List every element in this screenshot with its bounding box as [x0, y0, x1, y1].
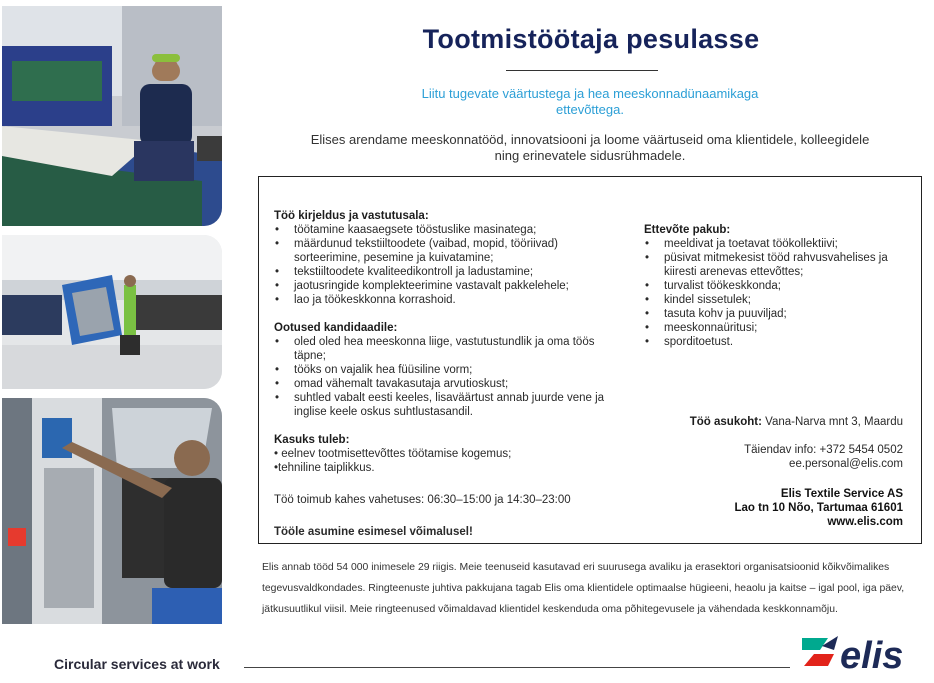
list-item: • sporditoetust.: [644, 335, 919, 349]
start-date-note: Tööle asumine esimesel võimalusel!: [274, 526, 473, 538]
intro-text: Elises arendame meeskonnatööd, innovatsiooni ja loome väärtuseid oma klientidele, kolleegidele ning erinevatele sidusrühmadele.: [310, 132, 870, 163]
list-item: • määrdunud tekstiiltoodete (vaibad, mopid, tööriivad) sorteerimine, pesemine ja kuivatamine;: [274, 237, 619, 265]
advantage-line: •tehniline taiplikkus.: [274, 462, 375, 474]
company-name: Elis Textile Service AS: [780, 488, 903, 500]
photo-operator-at-control-panel: [2, 398, 222, 624]
list-item: • omad vähemalt tavakasutaja arvutioskust;: [274, 377, 619, 391]
location-value: Vana-Narva mnt 3, Maardu: [761, 416, 903, 428]
advantages-heading: Kasuks tuleb:: [274, 434, 350, 446]
list-item: • turvalist töökeskkonda;: [644, 279, 919, 293]
list-item: • tekstiiltoodete kvaliteedikontroll ja ladustamine;: [274, 265, 619, 279]
list-item: • meeskonnaüritusi;: [644, 321, 919, 335]
elis-logo: [798, 628, 922, 676]
photo-laundry-machine-hall: [2, 235, 222, 389]
contact-info: [603, 443, 903, 471]
list-item: • püsivat mitmekesist tööd rahvusvahelises ja kiiresti arenevas ettevõttes;: [644, 251, 919, 279]
list-item: • töötamine kaasaegsete tööstuslike masinatega;: [274, 223, 619, 237]
list-item: • tööks on vajalik hea füüsiline vorm;: [274, 363, 619, 377]
title-divider: [506, 70, 658, 71]
left-column: [274, 209, 619, 539]
right-column: [644, 223, 919, 349]
list-item: • tasuta kohv ja puuviljad;: [644, 307, 919, 321]
page-title: Tootmistöötaja pesulasse: [422, 24, 760, 54]
duties-heading: Töö kirjeldus ja vastutusala:: [274, 210, 429, 222]
company-address: Lao tn 10 Nõo, Tartumaa 61601: [734, 502, 903, 514]
tagline: Liitu tugevate väärtustega ja hea meeskonnadünaamikaga ettevõttega.: [421, 86, 759, 117]
company-block: [603, 487, 903, 529]
expectations-heading: Ootused kandidaadile:: [274, 322, 398, 334]
list-item: • kindel sissetulek;: [644, 293, 919, 307]
advantage-line: • eelnev tootmisettevõttes töötamise kogemus;: [274, 448, 512, 460]
work-location: [603, 415, 903, 429]
list-item: • oled oled hea meeskonna liige, vastutustundlik ja oma töös täpne;: [274, 335, 619, 363]
company-website[interactable]: www.elis.com: [827, 516, 903, 528]
list-item: • jaotusringide komplekteerimine vastavalt pakkelehele;: [274, 279, 619, 293]
list-item: • suhtled vabalt eesti keeles, lisaväärtust annab juurde vene ja inglise keele oskus suhtlustasandil.: [274, 391, 619, 419]
contact-phone: Täiendav info: +372 5454 0502: [744, 444, 903, 456]
logo-wordmark: elis: [840, 635, 904, 676]
contact-email[interactable]: ee.personal@elis.com: [789, 458, 903, 470]
list-item: • lao ja töökeskkonna korrashoid.: [274, 293, 619, 307]
photo-worker-sorting-rugs: [2, 6, 222, 226]
about-elis-text: Elis annab tööd 54 000 inimesele 29 riigis. Meie teenuseid kasutavad eri suurusega avaliku ja erasektori organisatsioonid kõikvõimalikes tegevusvaldkondades. Ringteenuste juhtiva pakkujana tagab Elis oma klientidele optimaalse hügieeni, heaolu ja kaitse – igal pool, iga päev, jätkusuutlikul viisil. Meie ringteenused võimaldavad klientidel keskenduda oma põhitegevusele ja vähendada keskkonnamõju.: [262, 562, 905, 615]
footer-slogan: Circular services at work: [54, 656, 220, 672]
list-item: • meeldivat ja toetavat töökollektiivi;: [644, 237, 919, 251]
offer-list: [644, 237, 919, 349]
shift-times: Töö toimub kahes vahetuses: 06:30–15:00 ja 14:30–23:00: [274, 494, 571, 506]
duties-list: [274, 223, 619, 307]
footer-divider: [244, 667, 790, 668]
offer-heading: Ettevõte pakub:: [644, 224, 731, 236]
location-label: Töö asukoht:: [689, 416, 762, 428]
job-details-box: [258, 176, 922, 544]
expectations-list: [274, 335, 619, 419]
